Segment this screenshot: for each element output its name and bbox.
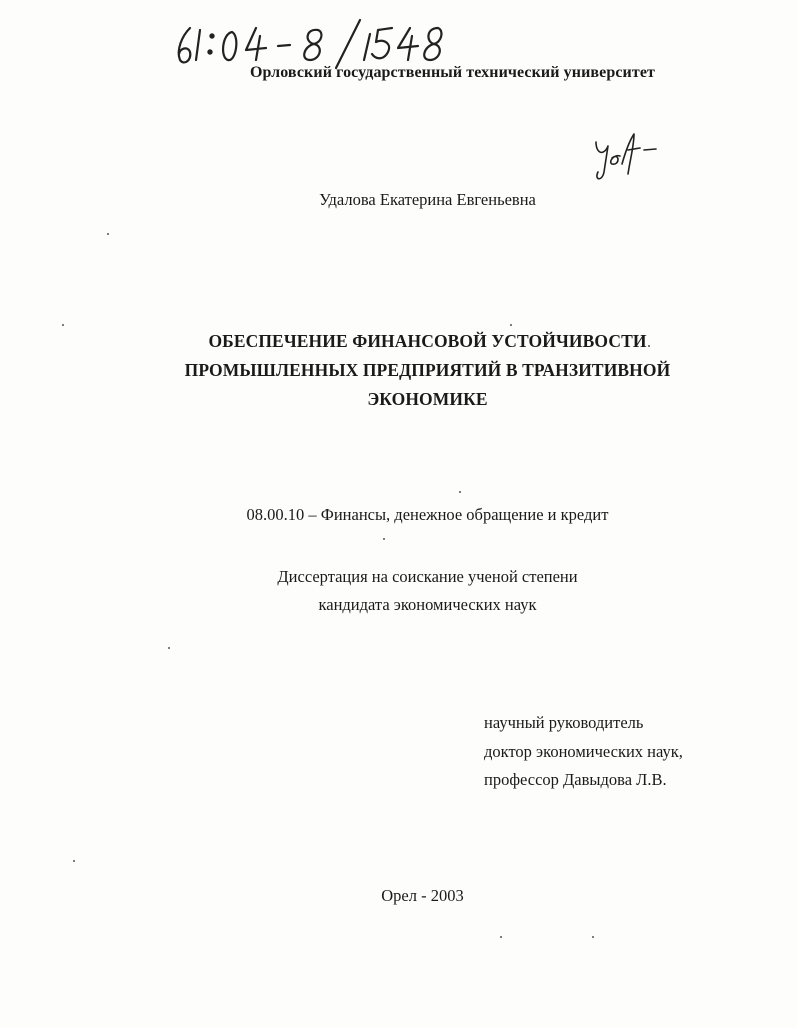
title-line: ОБЕСПЕЧЕНИЕ ФИНАНСОВОЙ УСТОЙЧИВОСТИ [208,331,647,351]
scan-speck [62,324,64,326]
title-line: ПРОМЫШЛЕННЫХ ПРЕДПРИЯТИЙ В ТРАНЗИТИВНОЙ [184,360,671,380]
handwritten-archive-number [170,14,460,70]
scan-speck [592,936,594,938]
supervisor-line: профессор Давыдова Л.В. [484,770,667,789]
scan-speck [383,538,385,540]
supervisor-line: доктор экономических наук, [484,741,683,761]
scan-speck [500,936,502,938]
scan-speck [107,233,109,235]
degree-line: Диссертация на соискание ученой степени [277,567,578,586]
scan-speck [73,860,75,862]
scan-speck [510,324,512,326]
degree-statement [0,563,797,619]
degree-line: кандидата экономических наук [318,595,537,614]
author-name: Удалова Екатерина Евгеньевна [319,190,536,209]
university-name: Орловский государственный технический университет [250,64,655,81]
city-year: Орел - 2003 [381,886,464,905]
supervisor-line: научный руководитель [484,713,644,732]
scan-speck [168,647,170,649]
title-line: ЭКОНОМИКЕ [367,389,488,409]
dissertation-title [0,327,797,414]
scan-speck [648,345,650,347]
supervisor-block [484,709,683,795]
handwritten-signature [590,128,660,186]
scan-speck [459,491,461,493]
specialty-code: 08.00.10 – Финансы, денежное обращение и кредит [246,505,609,524]
